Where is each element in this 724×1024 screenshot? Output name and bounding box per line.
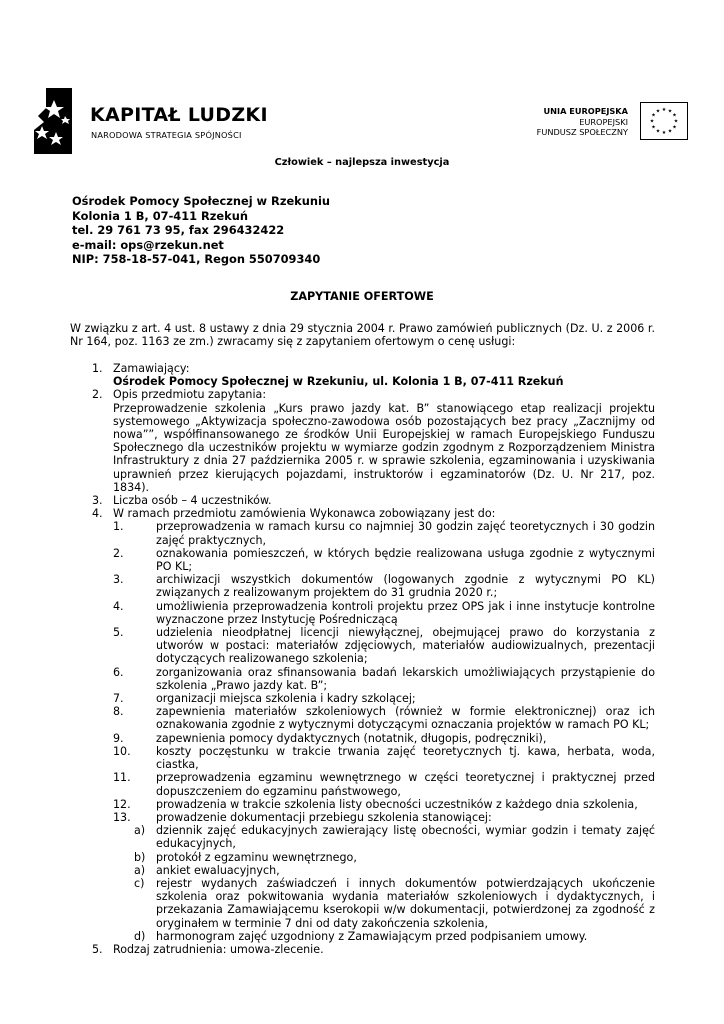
documentation-item — [70, 851, 655, 864]
eu-line-1: UNIA EUROPEJSKA — [543, 106, 628, 116]
svg-text:★: ★ — [672, 112, 677, 119]
svg-text:★: ★ — [661, 130, 667, 136]
duty-text: archiwizacji wszystkich dokumentów (logowanych zgodnie z wytycznymi PO KL) związanych z realizowanym projektem do 31 grudnia 2020 r.; — [156, 573, 655, 600]
address-line-1: Ośrodek Pomocy Społecznej w Rzekuniu — [72, 194, 330, 208]
intro-paragraph: W związku z art. 4 ust. 8 ustawy z dnia 29 stycznia 2004 r. Prawo zamówień publicznych (Dz. U. z 2006 r. Nr 164, poz. 1163 ze zm.) zwracamy się z zapytaniem ofertowym o cenę usługi: — [70, 322, 655, 349]
duty-text: koszty poczęstunku w trakcie trwania zajęć teoretycznych tj. kawa, herbata, woda, ciastka, — [156, 744, 655, 772]
eu-line-3: FUNDUSZ SPOŁECZNY — [536, 127, 628, 137]
documentation-item — [70, 930, 655, 943]
item-detail: Przeprowadzenie szkolenia „Kurs prawo jazdy kat. B” stanowiącego etap realizacji projektu systemowego „Aktywizacja społeczno-zawodowa osób pozostających bez pracy „Zacznijmy od nowa””, współfinansowanego ze środków Unii Europejskiej w ramach Europejskiego Funduszu Społecznego dla uczestników projektu w wymiarze godzin zgodnym z Rozporządzeniem Ministra Infrastruktury z dnia 27 października 2005 r. w sprawie szkolenia, egzaminowania i uzyskiwania uprawnień przez kierujących pojazdami, instruktorów i egzaminatorów (Dz. U. Nr 217, poz. 1834). — [113, 401, 655, 494]
item-label: Liczba osób – 4 uczestników. — [113, 494, 272, 508]
list-item — [70, 507, 655, 520]
list-item — [70, 943, 655, 956]
item-number: 1. — [92, 362, 103, 375]
duty-text: umożliwienia przeprowadzenia kontroli projektu przez OPS jak i inne instytucje kontrolne wyznaczone przez Instytucję Pośredniczącą — [156, 599, 655, 626]
duty-item — [70, 771, 655, 797]
duty-number: 2. — [113, 546, 124, 560]
svg-text:★: ★ — [667, 128, 673, 135]
svg-text:★: ★ — [673, 118, 679, 125]
duty-number: 6. — [113, 665, 124, 679]
documentation-letter: d) — [134, 929, 146, 943]
item-label: Rodzaj zatrudnienia: umowa-zlecenie. — [113, 942, 324, 956]
documentation-text: rejestr wydanych zaświadczeń i innych dokumentów potwierdzających ukończenie szkolenia oraz pokwitowania wydania materiałów szkoleniowych i dydaktycznych, i przekazania Zamawiającemu kserokopii w/w dokumentacji, potwierdzonej za zgodność z oryginałem w terminie 7 dni od daty zakończenia szkolenia, — [156, 876, 655, 930]
duty-text: zapewnienia materiałów szkoleniowych (również w formie elektronicznej) oraz ich oznakowania zgodnie z wytycznymi dotyczącymi oznaczania projektów w ramach PO KL; — [156, 705, 655, 732]
duty-item — [70, 547, 655, 573]
duty-text: organizacji miejsca szkolenia i kadry szkolącej; — [156, 692, 416, 706]
duty-number: 11. — [113, 771, 131, 785]
duty-item — [70, 705, 655, 731]
documentation-letter: a) — [134, 863, 146, 877]
svg-text:★: ★ — [655, 128, 661, 135]
documentation-text: ankiet ewaluacyjnych, — [156, 863, 280, 877]
eu-line-2: EUROPEJSKI — [579, 116, 628, 127]
duty-text: zapewnienia pomocy dydaktycznych (notatnik, długopis, podręczniki), — [156, 731, 547, 745]
duties-list — [70, 520, 655, 824]
svg-text:★: ★ — [672, 124, 677, 131]
address-line-2: Kolonia 1 B, 07-411 Rzekuń — [72, 208, 248, 223]
documentation-letter: b) — [134, 850, 146, 864]
item-number: 4. — [92, 507, 103, 521]
duty-number: 8. — [113, 705, 124, 719]
item-label: W ramach przedmiotu zamówienia Wykonawca zobowiązany jest do: — [113, 507, 496, 521]
duty-text: udzielenia nieodpłatnej licencji niewyłącznej, obejmującej prawo do korzystania z utworów w postaci: materiałów zdjęciowych, materiałów audiowizualnych, prezentacji dotyczących realizowanego szkolenia; — [156, 626, 655, 666]
list-item — [70, 494, 655, 507]
main-list — [70, 362, 655, 956]
item-label: Zamawiający: — [113, 362, 190, 375]
documentation-item — [70, 824, 655, 850]
documentation-text: dziennik zajęć edukacyjnych zawierający listę obecności, wymiar godzin i tematy zajęć edukacyjnych, — [156, 824, 655, 851]
duty-number: 10. — [113, 744, 131, 758]
address-line-3: tel. 29 761 73 95, fax 296432422 — [72, 223, 285, 238]
address-line-5: NIP: 758-18-57-041, Regon 550709340 — [72, 252, 321, 267]
address-line-4: e-mail: ops@rzekun.net — [72, 237, 224, 252]
duty-item — [70, 600, 655, 626]
duty-text: oznakowania pomieszczeń, w których będzie realizowana usługa zgodnie z wytycznymi PO KL; — [156, 546, 655, 574]
documentation-text: protokół z egzaminu wewnętrznego, — [156, 850, 357, 864]
duty-text: przeprowadzenia w ramach kursu co najmniej 30 godzin zajęć teoretycznych i 30 godzin zajęć praktycznych, — [156, 520, 655, 547]
documentation-text: harmonogram zajęć uzgodniony z Zamawiającym przed podpisaniem umowy. — [156, 929, 588, 943]
svg-text:★: ★ — [651, 112, 656, 119]
duty-text: prowadzenia w trakcie szkolenia listy obecności uczestników z każdego dnia szkolenia, — [156, 797, 638, 811]
svg-text:★: ★ — [661, 107, 667, 113]
document-title: ZAPYTANIE OFERTOWE — [290, 290, 434, 303]
item-number: 5. — [92, 942, 103, 956]
duty-item — [70, 745, 655, 771]
eu-logo — [520, 98, 690, 146]
list-item — [70, 388, 655, 494]
documentation-item — [70, 864, 655, 877]
address-block — [72, 194, 330, 267]
eu-text — [537, 106, 628, 138]
duty-item — [70, 573, 655, 599]
documentation-letter: a) — [134, 824, 146, 838]
documentation-list — [70, 824, 655, 943]
duty-number: 4. — [113, 599, 124, 613]
item-number: 2. — [92, 388, 103, 402]
duty-item — [70, 692, 655, 705]
duty-text: przeprowadzenia egzaminu wewnętrznego w części teoretycznej i praktycznej przed dopuszczeniem do egzaminu państwowego, — [156, 771, 655, 798]
kapital-ludzki-title: KAPITAŁ LUDZKI — [90, 104, 268, 126]
documentation-item — [70, 877, 655, 930]
duty-number: 3. — [113, 573, 124, 587]
duty-text: prowadzenie dokumentacji przebiegu szkolenia stanowiącej: — [156, 810, 492, 824]
duty-number: 7. — [113, 692, 124, 706]
duty-text: zorganizowania oraz sfinansowania badań lekarskich umożliwiających przystąpienie do szkolenia „Prawo jazdy kat. B”; — [156, 665, 655, 692]
item-number: 3. — [92, 494, 103, 508]
kapital-ludzki-emblem-icon — [32, 86, 88, 156]
duty-number: 5. — [113, 626, 124, 640]
item-detail: Ośrodek Pomocy Społecznej w Rzekuniu, ul. Kolonia 1 B, 07-411 Rzekuń — [113, 375, 564, 389]
slogan: Człowiek – najlepsza inwestycja — [274, 157, 450, 168]
documentation-letter: c) — [134, 876, 145, 890]
duty-number: 9. — [113, 731, 124, 745]
duty-number: 12. — [113, 797, 131, 811]
kapital-ludzki-subtitle: NARODOWA STRATEGIA SPÓJNOŚCI — [91, 130, 242, 140]
eu-flag-icon — [640, 102, 688, 140]
duty-item — [70, 811, 655, 824]
duty-number: 13. — [113, 810, 131, 824]
item-label: Opis przedmiotu zapytania: — [113, 388, 267, 402]
svg-text:★: ★ — [667, 108, 673, 115]
duty-item — [70, 626, 655, 666]
svg-text:★: ★ — [655, 108, 661, 115]
list-item — [70, 362, 655, 388]
duty-number: 1. — [113, 520, 124, 534]
svg-text:★: ★ — [651, 124, 656, 131]
kapital-ludzki-logo — [32, 86, 272, 156]
duty-item — [70, 732, 655, 745]
duty-item — [70, 666, 655, 692]
duty-item — [70, 798, 655, 811]
svg-text:★: ★ — [649, 118, 655, 125]
duty-item — [70, 520, 655, 546]
